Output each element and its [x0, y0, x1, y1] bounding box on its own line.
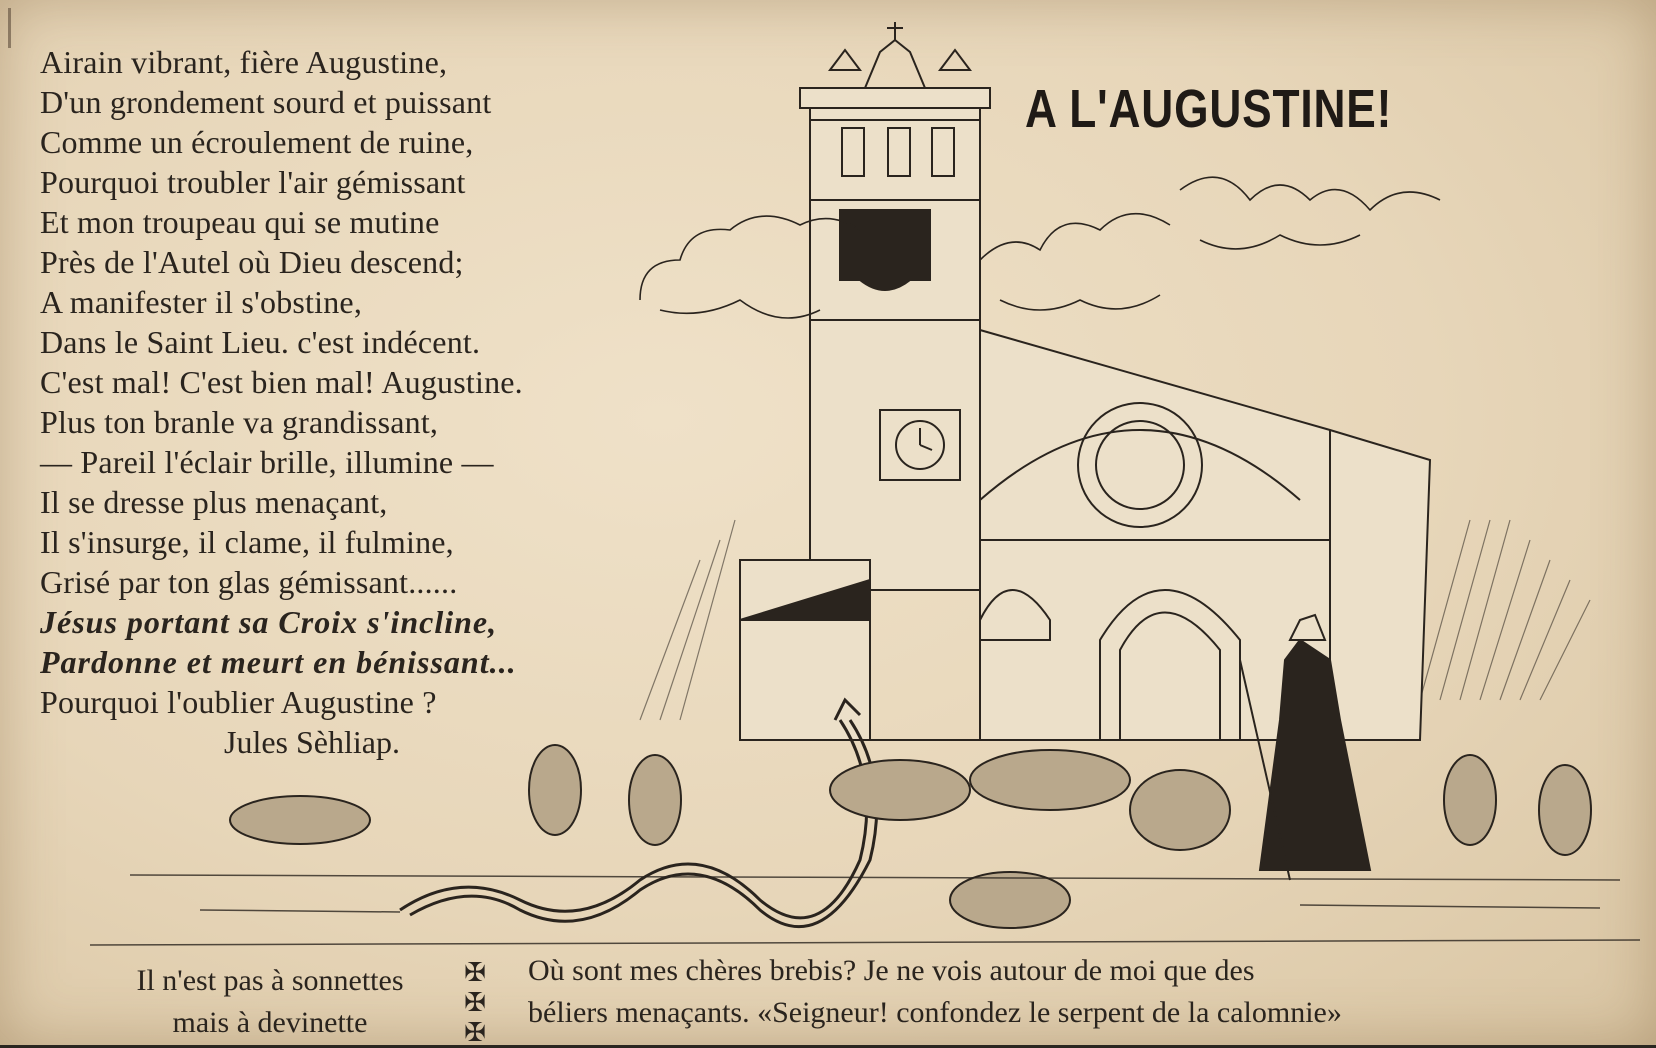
poem-line: C'est mal! C'est bien mal! Augustine.: [40, 364, 523, 400]
bell-tower: [800, 22, 990, 590]
caption-right-line: béliers menaçants. «Seigneur! confondez le serpent de la calomnie»: [528, 996, 1342, 1029]
crowd-animals: [230, 745, 1591, 928]
caption-right-line: Où sont mes chères brebis? Je ne vois autour de moi que des: [528, 954, 1255, 987]
poem-line: Dans le Saint Lieu. c'est indécent.: [40, 324, 481, 360]
poem-line: Près de l'Autel où Dieu descend;: [40, 244, 464, 280]
caption-right: [528, 950, 1628, 1034]
poem-line: Grisé par ton glas gémissant......: [40, 564, 458, 600]
cross-icon: ✠: [464, 1018, 486, 1048]
cross-ornaments: [460, 958, 490, 1048]
poem-line: A manifester il s'obstine,: [40, 284, 363, 320]
caption-left-line: Il n'est pas à sonnettes: [136, 964, 404, 997]
poem-line: Pourquoi troubler l'air gémissant: [40, 164, 466, 200]
poem-line: D'un grondement sourd et puissant: [40, 84, 492, 120]
poem-emphasis-line: Pardonne et meurt en bénissant...: [40, 644, 517, 680]
bell: [840, 210, 930, 290]
poem-line: Il se dresse plus menaçant,: [40, 484, 388, 520]
clock: [880, 410, 960, 480]
poem-line: Il s'insurge, il clame, il fulmine,: [40, 524, 454, 560]
sound-clouds: [640, 177, 1440, 318]
poem-emphasis-line: Jésus portant sa Croix s'incline,: [40, 604, 498, 640]
poem-signature: Jules Sèhliap.: [224, 724, 400, 760]
poem-line: Airain vibrant, fière Augustine,: [40, 44, 448, 80]
ground-lines: [90, 875, 1640, 945]
poem-closing-line: Pourquoi l'oublier Augustine ?: [40, 684, 437, 720]
cross-icon: ✠: [464, 988, 486, 1018]
page-title: A L'AUGUSTINE!: [1025, 79, 1393, 139]
caption-left: [85, 960, 455, 1044]
cross-icon: ✠: [464, 958, 486, 988]
caption-left-line: mais à devinette: [172, 1006, 368, 1039]
poem-line: — Pareil l'éclair brille, illumine —: [40, 444, 494, 480]
poem-line: Comme un écroulement de ruine,: [40, 124, 474, 160]
poem-line: Et mon troupeau qui se mutine: [40, 204, 440, 240]
poem-line: Plus ton branle va grandissant,: [40, 404, 439, 440]
